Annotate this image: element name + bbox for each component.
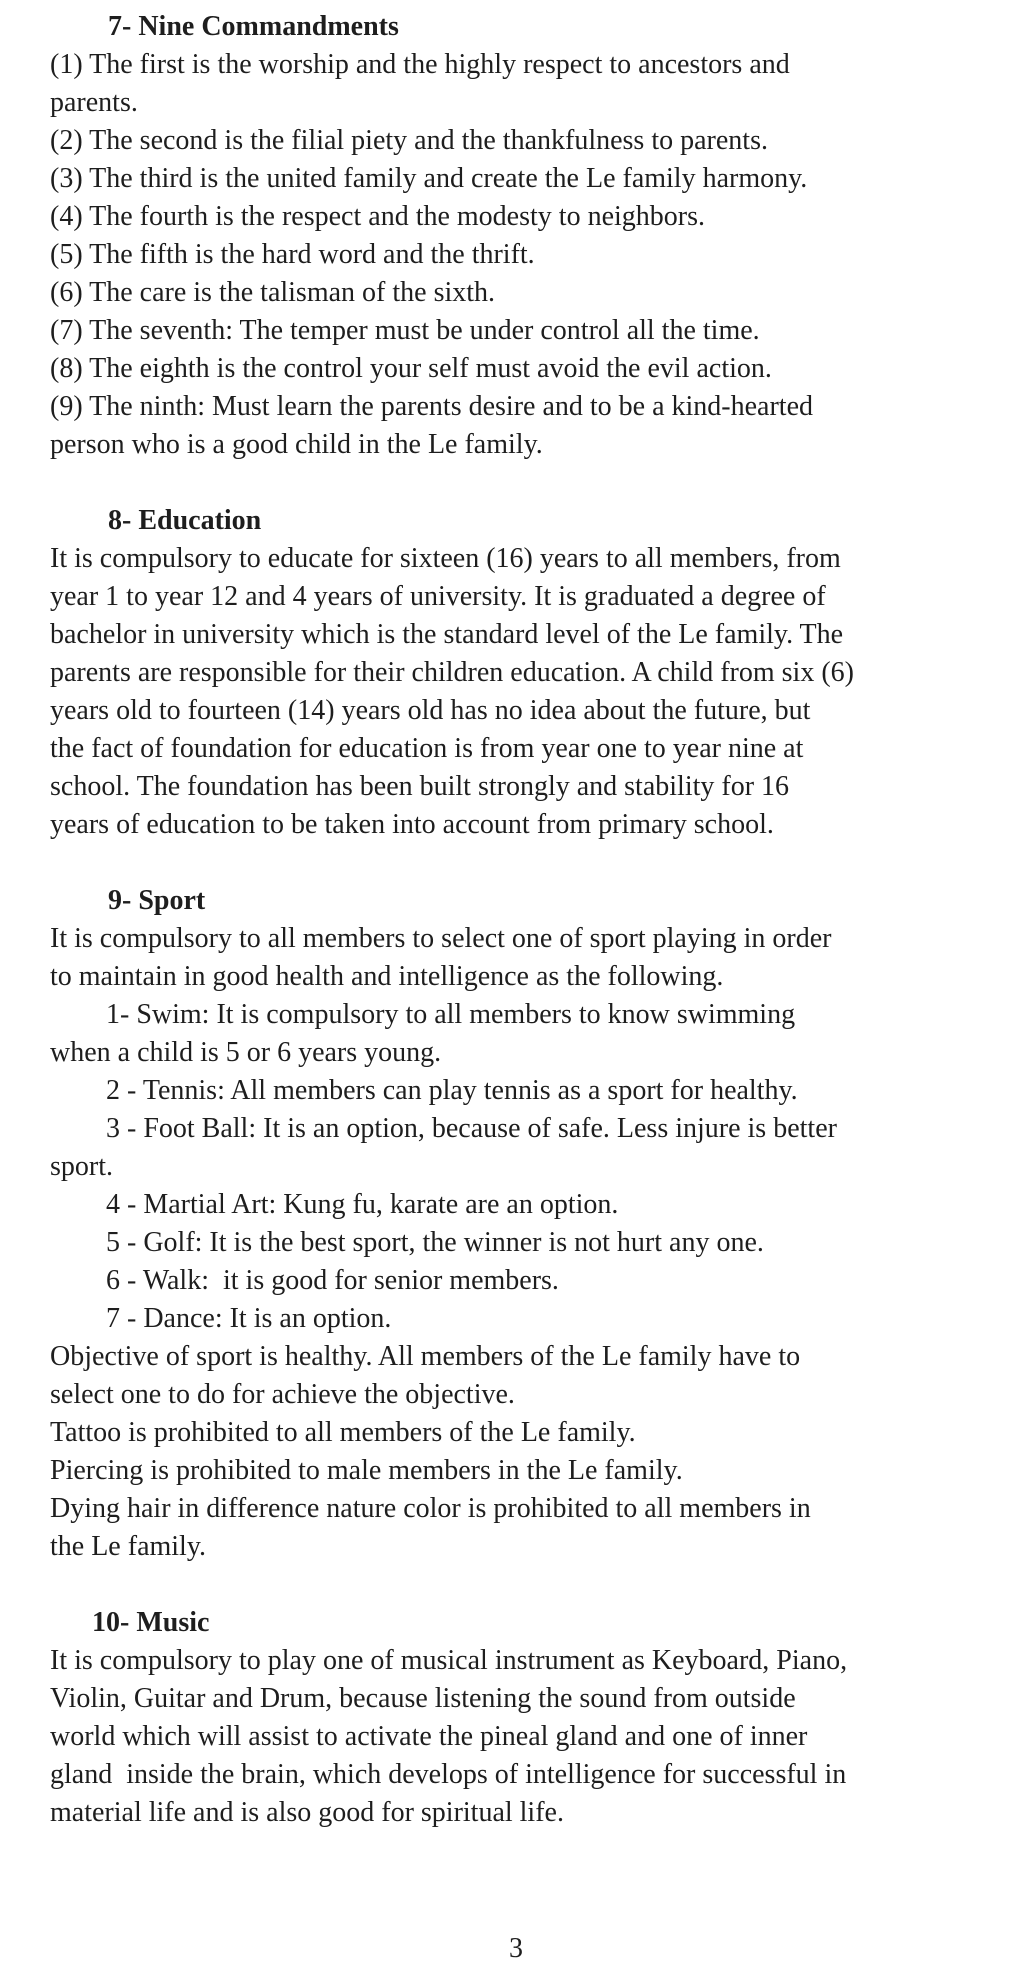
- commandment-line: (1) The first is the worship and the highly respect to ancestors and: [50, 49, 790, 80]
- sport-item: 1- Swim: It is compulsory to all members to know swimming: [106, 999, 796, 1030]
- commandment-line: (3) The third is the united family and create the Le family harmony.: [50, 163, 808, 194]
- paragraph-line: year 1 to year 12 and 4 years of university. It is graduated a degree of: [50, 581, 826, 612]
- paragraph-line: It is compulsory to play one of musical instrument as Keyboard, Piano,: [50, 1645, 848, 1676]
- sport-item: 3 - Foot Ball: It is an option, because of safe. Less injure is better: [106, 1113, 837, 1144]
- commandment-line: (6) The care is the talisman of the sixth.: [50, 277, 496, 308]
- paragraph-line: world which will assist to activate the pineal gland and one of inner: [50, 1721, 808, 1752]
- section-10-body: [50, 1642, 1020, 1832]
- paragraph-line: Piercing is prohibited to male members in the Le family.: [50, 1455, 683, 1486]
- commandment-line: parents.: [50, 87, 138, 118]
- paragraph-line: Dying hair in difference nature color is prohibited to all members in: [50, 1493, 811, 1524]
- commandment-line: (7) The seventh: The temper must be under control all the time.: [50, 315, 760, 346]
- commandment-line: person who is a good child in the Le family.: [50, 429, 543, 460]
- commandment-line: (4) The fourth is the respect and the modesty to neighbors.: [50, 201, 705, 232]
- paragraph-line: Violin, Guitar and Drum, because listening the sound from outside: [50, 1683, 796, 1714]
- paragraph-line: bachelor in university which is the standard level of the Le family. The: [50, 619, 844, 650]
- paragraph-line: material life and is also good for spiritual life.: [50, 1797, 564, 1828]
- sport-item-continuation: when a child is 5 or 6 years young.: [50, 1037, 442, 1068]
- section-10-heading: 10- Music: [92, 1607, 210, 1638]
- sport-item: 7 - Dance: It is an option.: [106, 1303, 392, 1334]
- paragraph-line: gland inside the brain, which develops of intelligence for successful in: [50, 1759, 847, 1790]
- paragraph-line: It is compulsory to educate for sixteen (16) years to all members, from: [50, 543, 841, 574]
- section-7-body: [50, 46, 1020, 464]
- commandment-line: (2) The second is the filial piety and the thankfulness to parents.: [50, 125, 768, 156]
- section-spacer: [50, 844, 1020, 882]
- section-9-body: [50, 920, 1020, 1566]
- commandment-line: (5) The fifth is the hard word and the thrift.: [50, 239, 535, 270]
- page-number: 3: [509, 1933, 523, 1964]
- sport-item: 2 - Tennis: All members can play tennis as a sport for healthy.: [106, 1075, 798, 1106]
- paragraph-line: parents are responsible for their children education. A child from six (6): [50, 657, 854, 688]
- sport-item: 5 - Golf: It is the best sport, the winner is not hurt any one.: [106, 1227, 764, 1258]
- paragraph-line: Tattoo is prohibited to all members of the Le family.: [50, 1417, 636, 1448]
- sport-item-continuation: sport.: [50, 1151, 113, 1182]
- paragraph-line: Objective of sport is healthy. All members of the Le family have to: [50, 1341, 801, 1372]
- commandment-line: (8) The eighth is the control your self must avoid the evil action.: [50, 353, 772, 384]
- paragraph-line: the Le family.: [50, 1531, 207, 1562]
- sport-item: 4 - Martial Art: Kung fu, karate are an option.: [106, 1189, 619, 1220]
- commandment-line: (9) The ninth: Must learn the parents desire and to be a kind-hearted: [50, 391, 814, 422]
- paragraph-line: select one to do for achieve the objective.: [50, 1379, 515, 1410]
- paragraph-line: It is compulsory to all members to select one of sport playing in order: [50, 923, 832, 954]
- section-spacer: [50, 1566, 1020, 1604]
- paragraph-line: the fact of foundation for education is from year one to year nine at: [50, 733, 804, 764]
- section-9-heading: 9- Sport: [108, 885, 206, 916]
- paragraph-line: years of education to be taken into account from primary school.: [50, 809, 774, 840]
- document-page: [50, 8, 1020, 1832]
- paragraph-line: years old to fourteen (14) years old has no idea about the future, but: [50, 695, 811, 726]
- section-8-body: [50, 540, 1020, 844]
- section-8-heading: 8- Education: [108, 505, 262, 536]
- paragraph-line: to maintain in good health and intelligence as the following.: [50, 961, 724, 992]
- paragraph-line: school. The foundation has been built strongly and stability for 16: [50, 771, 790, 802]
- section-7-heading: 7- Nine Commandments: [108, 11, 399, 42]
- section-spacer: [50, 464, 1020, 502]
- sport-item: 6 - Walk: it is good for senior members.: [106, 1265, 559, 1296]
